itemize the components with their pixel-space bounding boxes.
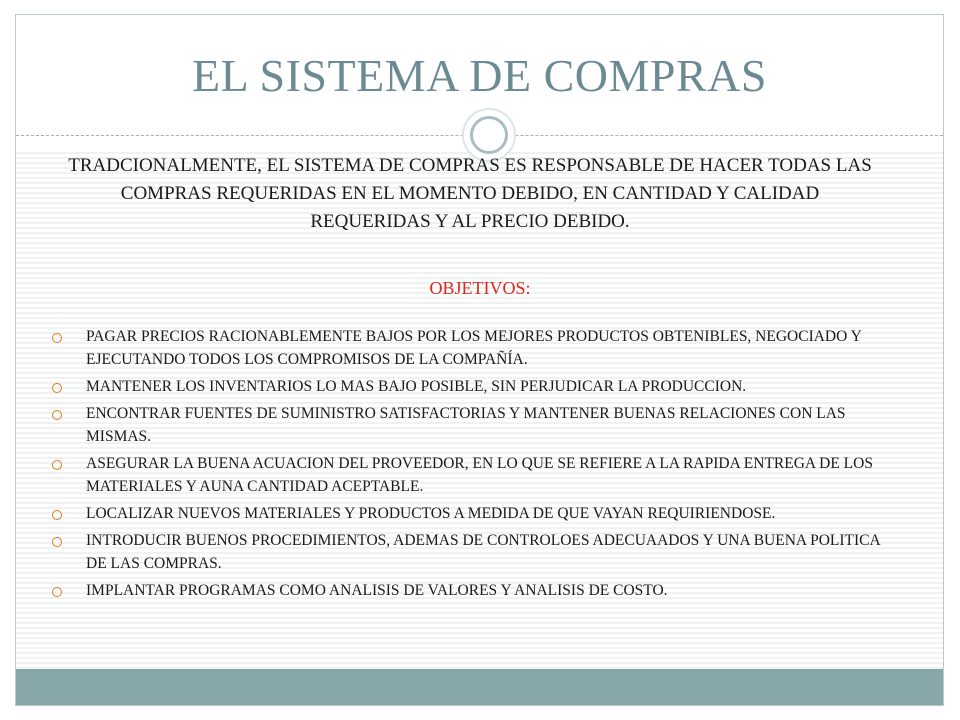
bullet-circle-icon [52, 537, 62, 547]
objectives-list [52, 325, 902, 606]
list-item [52, 529, 902, 575]
bullet-circle-icon [52, 410, 62, 420]
list-item [52, 402, 902, 448]
bullet-circle-icon [52, 460, 62, 470]
bullet-circle-icon [52, 383, 62, 393]
footer-band [16, 669, 943, 705]
circle-ornament-inner-icon [470, 116, 508, 154]
list-item [52, 579, 902, 602]
objective-text: IMPLANTAR PROGRAMAS COMO ANALISIS DE VALORES Y ANALISIS DE COSTO. [86, 582, 668, 599]
bullet-circle-icon [52, 510, 62, 520]
bullet-circle-icon [52, 587, 62, 597]
objective-text: INTRODUCIR BUENOS PROCEDIMIENTOS, ADEMAS DE CONTROLOES ADECUAADOS Y UNA BUENA POLITICA DE LAS COMPRAS. [86, 532, 880, 572]
intro-paragraph: TRADCIONALMENTE, EL SISTEMA DE COMPRAS ES RESPONSABLE DE HACER TODAS LAS COMPRAS REQUERIDAS EN EL MOMENTO DEBIDO, EN CANTIDAD Y CALIDAD REQUERIDAS Y AL PRECIO DEBIDO. [68, 155, 872, 232]
objective-text: ASEGURAR LA BUENA ACUACION DEL PROVEEDOR, EN LO QUE SE REFIERE A LA RAPIDA ENTREGA DE LOS MATERIALES Y AUNA CANTIDAD ACEPTABLE. [86, 455, 873, 495]
objective-text: LOCALIZAR NUEVOS MATERIALES Y PRODUCTOS A MEDIDA DE QUE VAYAN REQUIRIENDOSE. [86, 505, 776, 522]
list-item [52, 325, 902, 371]
slide-title: EL SISTEMA DE COMPRAS [192, 50, 767, 101]
bullet-circle-icon [52, 333, 62, 343]
list-item [52, 375, 902, 398]
list-item [52, 452, 902, 498]
objective-text: PAGAR PRECIOS RACIONABLEMENTE BAJOS POR LOS MEJORES PRODUCTOS OBTENIBLES, NEGOCIADO Y EJECUTANDO TODOS LOS COMPROMISOS DE LA COMPAÑÍA. [86, 328, 862, 368]
objective-text: ENCONTRAR FUENTES DE SUMINISTRO SATISFACTORIAS Y MANTENER BUENAS RELACIONES CON LAS MISMAS. [86, 405, 846, 445]
objectives-heading: OBJETIVOS: [429, 278, 531, 298]
objective-text: MANTENER LOS INVENTARIOS LO MAS BAJO POSIBLE, SIN PERJUDICAR LA PRODUCCION. [86, 378, 747, 395]
list-item [52, 502, 902, 525]
